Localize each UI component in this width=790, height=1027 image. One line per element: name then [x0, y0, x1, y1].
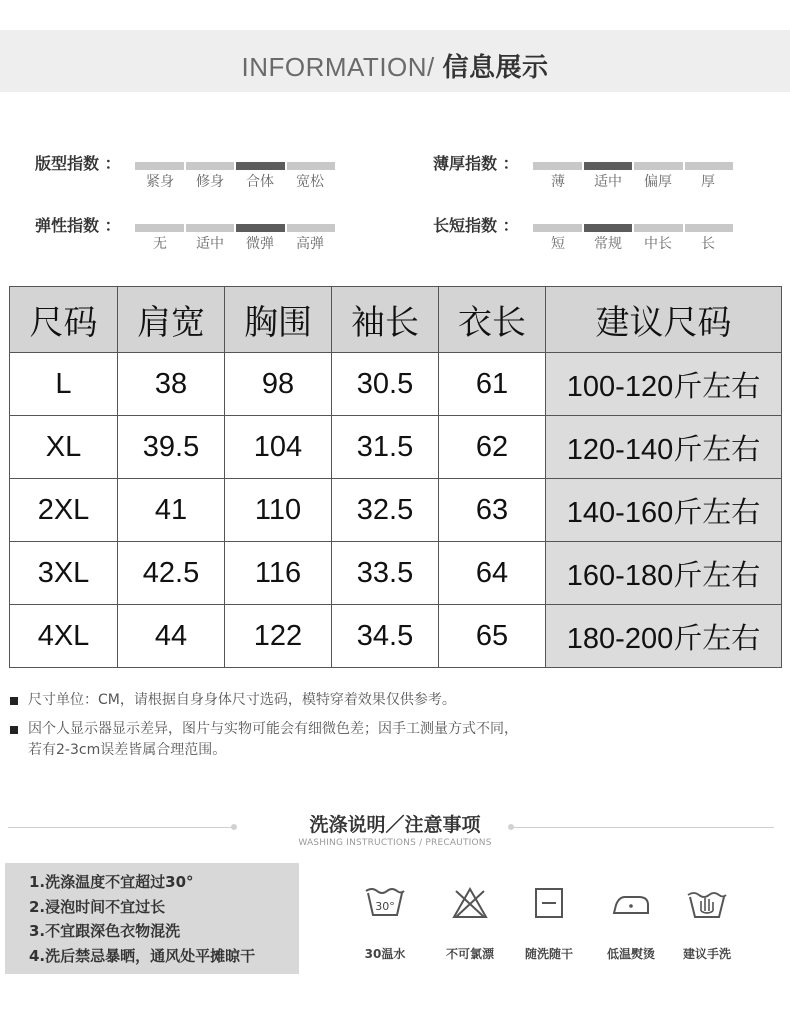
- table-cell: 41: [118, 479, 225, 542]
- index-segment: [685, 224, 734, 232]
- wash-header: [0, 810, 790, 852]
- column-header-sleeve: 袖长: [332, 287, 439, 353]
- thickness-index-bar: [533, 162, 733, 170]
- index-segment: [135, 162, 184, 170]
- index-option: 适中: [196, 236, 224, 252]
- index-option: 薄: [551, 174, 565, 190]
- index-segment-active: [584, 224, 633, 232]
- note-text: 尺寸单位：CM，请根据自身身体尺寸选码，模特穿着效果仅供参考。: [28, 692, 456, 708]
- note-item: [10, 719, 780, 761]
- table-cell: 63: [439, 479, 546, 542]
- elasticity-index-options: [135, 233, 335, 253]
- column-header-shoulder: 肩宽: [118, 287, 225, 353]
- table-row: [10, 353, 782, 416]
- table-cell: 38: [118, 353, 225, 416]
- note-text: 因个人显示器显示差异，图片与实物可能会有细微色差；因手工测量方式不同，: [28, 721, 518, 737]
- index-segment: [533, 162, 582, 170]
- index-option: 偏厚: [644, 174, 672, 190]
- index-segment: [685, 162, 734, 170]
- banner-title-en: INFORMATION/: [241, 52, 443, 82]
- wash-item: 1.洗涤温度不宜超过30°: [29, 873, 194, 891]
- hand-wash-icon: [687, 885, 727, 921]
- size-notes: [10, 690, 780, 769]
- care-low-iron: [591, 885, 671, 965]
- column-header-size: 尺码: [10, 287, 118, 353]
- wash-item: 2.浸泡时间不宜过长: [29, 897, 166, 916]
- wash-temp-text: 30°: [375, 900, 395, 913]
- table-cell: L: [10, 353, 118, 416]
- length-index-label: 长短指数 ：: [433, 216, 519, 235]
- wash-title: 洗涤说明／注意事项: [309, 814, 481, 836]
- table-cell: XL: [10, 416, 118, 479]
- index-option: 适中: [594, 174, 622, 190]
- table-cell-recommended: 100-120斤左右: [546, 353, 782, 416]
- table-cell: 32.5: [332, 479, 439, 542]
- table-cell: 62: [439, 416, 546, 479]
- care-hand-wash: [667, 885, 747, 965]
- elasticity-index-label: 弹性指数 ：: [35, 216, 121, 235]
- table-cell-recommended: 120-140斤左右: [546, 416, 782, 479]
- wash-30-icon: [365, 885, 405, 921]
- wash-instructions: [5, 863, 299, 974]
- fit-index-label: 版型指数 ：: [35, 154, 121, 173]
- table-cell: 2XL: [10, 479, 118, 542]
- table-row: [10, 605, 782, 668]
- care-wash-30: [345, 885, 425, 965]
- table-cell: 34.5: [332, 605, 439, 668]
- table-cell: 104: [225, 416, 332, 479]
- care-no-bleach: [430, 885, 510, 965]
- table-cell: 64: [439, 542, 546, 605]
- table-cell-recommended: 160-180斤左右: [546, 542, 782, 605]
- index-option: 修身: [196, 174, 224, 190]
- table-cell: 61: [439, 353, 546, 416]
- index-option: 紧身: [146, 174, 174, 190]
- index-option: 无: [153, 236, 167, 252]
- table-cell: 98: [225, 353, 332, 416]
- length-index-bar: [533, 224, 733, 232]
- thickness-index-options: [533, 171, 733, 191]
- index-segment: [287, 224, 336, 232]
- note-text-continued: 若有2-3cm误差皆属合理范围。: [28, 742, 227, 758]
- table-cell: 65: [439, 605, 546, 668]
- table-cell: 44: [118, 605, 225, 668]
- index-option: 常规: [594, 236, 622, 252]
- care-label: 30温水: [364, 947, 406, 961]
- square-bullet-icon: [10, 726, 18, 734]
- elasticity-index-bar: [135, 224, 335, 232]
- table-header-row: [10, 287, 782, 353]
- column-header-chest: 胸围: [225, 287, 332, 353]
- index-segment-active: [236, 224, 285, 232]
- banner-title-zh: 信息展示: [442, 53, 549, 83]
- low-iron-icon: [611, 885, 651, 921]
- fit-index-options: [135, 171, 335, 191]
- index-option: 中长: [644, 236, 672, 252]
- info-banner: [0, 30, 790, 92]
- index-segment: [186, 162, 235, 170]
- fit-index-bar: [135, 162, 335, 170]
- thickness-index-label: 薄厚指数 ：: [433, 154, 519, 173]
- index-segment-active: [236, 162, 285, 170]
- index-option: 厚: [701, 174, 715, 190]
- care-label: 建议手洗: [682, 947, 731, 961]
- table-cell: 31.5: [332, 416, 439, 479]
- square-bullet-icon: [10, 697, 18, 705]
- size-table: [9, 286, 782, 668]
- table-row: [10, 479, 782, 542]
- index-segment: [533, 224, 582, 232]
- wash-item: 4.洗后禁忌暴晒，通风处平摊晾干: [29, 946, 256, 965]
- table-cell: 122: [225, 605, 332, 668]
- table-cell: 30.5: [332, 353, 439, 416]
- index-segment: [634, 224, 683, 232]
- table-cell: 110: [225, 479, 332, 542]
- index-segment: [135, 224, 184, 232]
- length-index-options: [533, 233, 733, 253]
- index-option: 短: [551, 236, 565, 252]
- table-row: [10, 542, 782, 605]
- table-cell: 4XL: [10, 605, 118, 668]
- wash-item: 3.不宜跟深色衣物混洗: [29, 922, 181, 940]
- table-cell: 39.5: [118, 416, 225, 479]
- care-label: 随洗随干: [524, 947, 573, 961]
- index-option: 长: [701, 236, 715, 252]
- index-segment-active: [584, 162, 633, 170]
- table-cell: 116: [225, 542, 332, 605]
- tumble-dry-icon: [529, 885, 569, 921]
- care-label: 不可氯漂: [445, 947, 494, 961]
- index-segment: [287, 162, 336, 170]
- no-bleach-icon: [450, 885, 490, 921]
- column-header-recommended: 建议尺码: [546, 287, 782, 353]
- care-label: 低温熨烫: [606, 947, 655, 961]
- index-segment: [634, 162, 683, 170]
- index-option: 合体: [246, 174, 274, 190]
- care-tumble-dry: [509, 885, 589, 965]
- column-header-length: 衣长: [439, 287, 546, 353]
- table-cell: 33.5: [332, 542, 439, 605]
- note-item: [10, 690, 780, 711]
- table-row: [10, 416, 782, 479]
- table-cell-recommended: 180-200斤左右: [546, 605, 782, 668]
- banner-title: [0, 47, 790, 84]
- index-segment: [186, 224, 235, 232]
- index-option: 微弹: [246, 236, 274, 252]
- table-cell: 3XL: [10, 542, 118, 605]
- index-option: 宽松: [296, 174, 324, 190]
- index-option: 高弹: [296, 236, 324, 252]
- table-cell: 42.5: [118, 542, 225, 605]
- table-cell-recommended: 140-160斤左右: [546, 479, 782, 542]
- wash-subtitle: WASHING INSTRUCTIONS / PRECAUTIONS: [298, 838, 492, 848]
